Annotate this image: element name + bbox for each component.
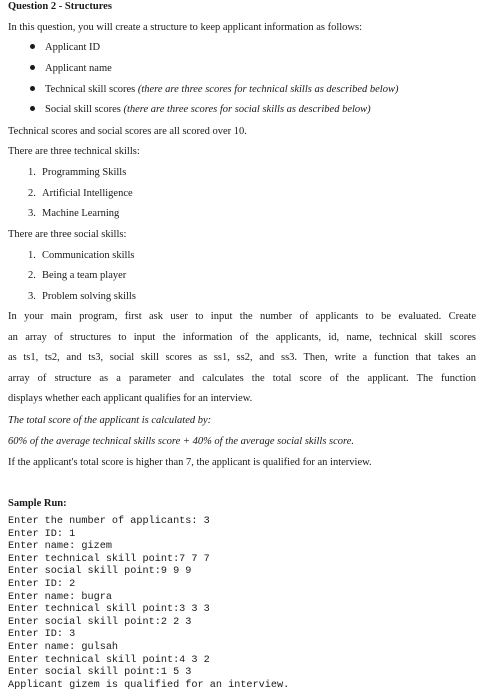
- item-number: 3.: [28, 208, 36, 219]
- paragraph-line: an array of structures to input the information of the applicants, id, name, technical skill scores: [8, 331, 476, 343]
- bullet-text: Social skill scores: [45, 104, 124, 115]
- console-line: Enter social skill point:1 5 3: [8, 667, 192, 679]
- console-line: Enter social skill point:2 2 3: [8, 616, 192, 628]
- paragraph-line: array of structure as a parameter and calculates the total score of the applicant. The function: [8, 372, 476, 384]
- console-line: Enter ID: 3: [8, 629, 76, 641]
- bullet-note: (there are three scores for social skills as described below): [123, 104, 371, 115]
- tech-skill-label: Machine Learning: [42, 208, 120, 219]
- console-line: Enter name: bugra: [8, 591, 112, 603]
- bullet-item: [30, 41, 100, 54]
- tech-heading: There are three technical skills:: [8, 146, 140, 157]
- main-paragraph: [8, 307, 476, 410]
- bullet-icon: [30, 86, 35, 91]
- item-number: 2.: [28, 270, 36, 281]
- bullet-text: Technical skill scores: [45, 84, 138, 95]
- tech-skill-label: Artificial Intelligence: [42, 188, 133, 199]
- console-line: Applicant gizem is qualified for an interview.: [8, 679, 290, 691]
- bullet-item: [30, 83, 398, 96]
- console-line: Enter ID: 1: [8, 528, 76, 540]
- bullet-text: Applicant name: [45, 63, 112, 74]
- console-line: Enter social skill point:9 9 9: [8, 566, 192, 578]
- bullet-note: (there are three scores for technical skills as described below): [137, 84, 399, 95]
- console-line: Enter technical skill point:7 7 7: [8, 553, 210, 565]
- social-skill-label: Being a team player: [42, 270, 127, 281]
- paragraph-line: displays whether each applicant qualifies for an interview.: [8, 393, 253, 405]
- tech-skill-item: [28, 187, 133, 200]
- bullet-item: [30, 62, 112, 75]
- bullet-text: Applicant ID: [45, 42, 101, 53]
- formula-intro: The total score of the applicant is calculated by:: [8, 415, 212, 426]
- social-skill-label: Problem solving skills: [42, 291, 136, 302]
- item-number: 1.: [28, 250, 36, 261]
- console-line: Enter name: gizem: [8, 541, 112, 553]
- bullet-item: [30, 103, 371, 116]
- tech-skill-item: [28, 207, 119, 220]
- console-line: Enter technical skill point:3 3 3: [8, 604, 210, 616]
- social-skill-label: Communication skills: [42, 250, 135, 261]
- console-line: Enter technical skill point:4 3 2: [8, 654, 210, 666]
- console-line: Enter the number of applicants: 3: [8, 516, 210, 527]
- social-heading: There are three social skills:: [8, 229, 127, 240]
- console-line: Enter ID: 2: [8, 578, 76, 590]
- bullet-icon: [30, 65, 35, 70]
- paragraph-line: as ts1, ts2, and ts3, social skill scores as ss1, ss2, and ss3. Then, write a function that takes an: [8, 352, 476, 364]
- intro-text: In this question, you will create a structure to keep applicant information as follows:: [8, 22, 362, 33]
- social-skill-item: [28, 269, 126, 282]
- qualify-line: If the applicant's total score is higher than 7, the applicant is qualified for an interview.: [8, 457, 372, 468]
- sample-output: [8, 516, 289, 692]
- social-skill-item: [28, 249, 134, 262]
- item-number: 1.: [28, 167, 36, 178]
- paragraph-line: In your main program, first ask user to input the number of applicants to be evaluated. Create: [8, 311, 476, 322]
- social-skill-item: [28, 290, 136, 303]
- bullet-icon: [30, 44, 35, 49]
- question-title: Question 2 - Structures: [8, 1, 112, 12]
- formula-text: 60% of the average technical skills score + 40% of the average social skills score.: [8, 436, 355, 447]
- scored-line: Technical scores and social scores are all scored over 10.: [8, 126, 247, 137]
- item-number: 2.: [28, 188, 36, 199]
- console-line: Enter name: gulsah: [8, 641, 119, 653]
- bullet-icon: [30, 106, 35, 111]
- item-number: 3.: [28, 291, 36, 302]
- sample-run-title: Sample Run:: [8, 498, 67, 509]
- tech-skill-item: [28, 166, 126, 179]
- tech-skill-label: Programming Skills: [42, 167, 127, 178]
